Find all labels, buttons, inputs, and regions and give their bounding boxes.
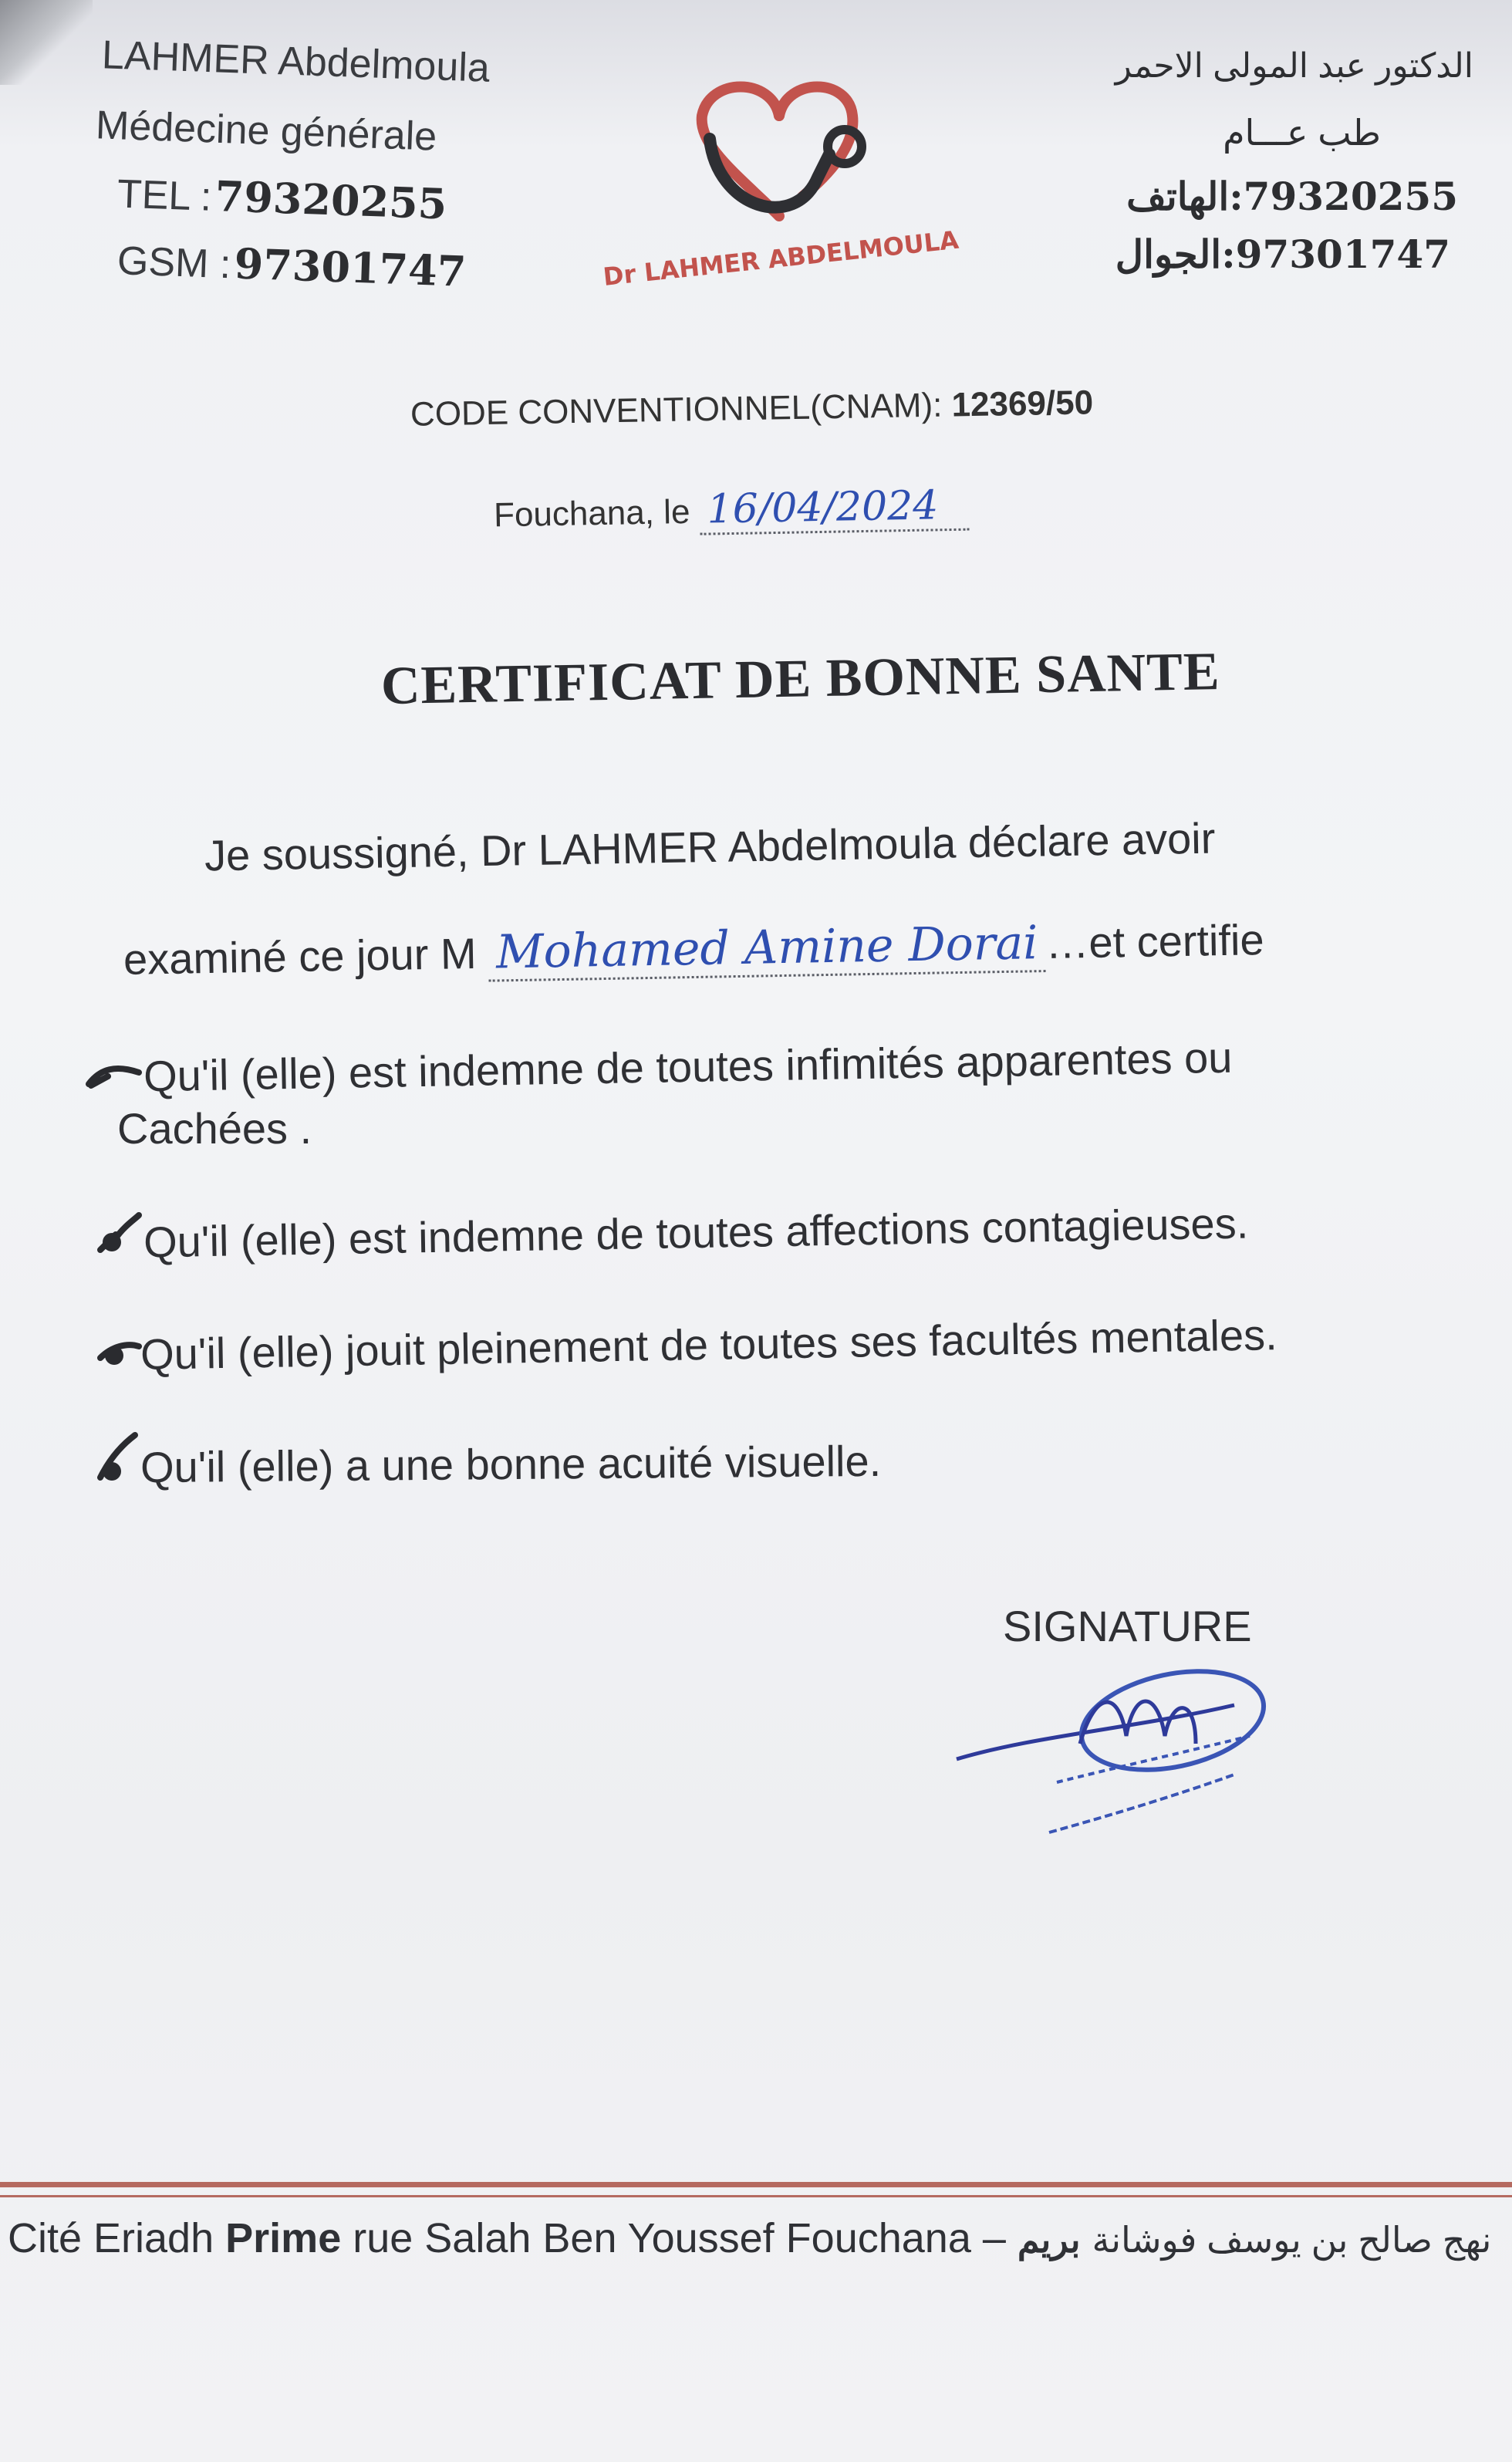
tel-number: 79320255 xyxy=(214,171,448,229)
intro-line-1: Je soussigné, Dr LAHMER Abdelmoula déclare avoir xyxy=(204,813,1216,880)
doctor-name: LAHMER Abdelmoula xyxy=(101,32,491,91)
certificate-title: CERTIFICAT DE BONNE SANTE xyxy=(380,642,1221,716)
gsm-number: 97301747 xyxy=(233,238,467,296)
code-label: CODE CONVENTIONNEL(CNAM): xyxy=(410,386,943,434)
arabic-specialty: طب عـــام xyxy=(1223,113,1381,153)
statement-1-line-1: Qu'il (elle) est indemne de toutes infimités apparentes ou xyxy=(143,1032,1233,1101)
page-corner-curl xyxy=(0,0,93,85)
statement-2: Qu'il (elle) est indemne de toutes affections contagieuses. xyxy=(143,1198,1249,1267)
gsm-label: GSM : xyxy=(116,238,232,288)
arabic-gsm-value: 97301747:الجوال xyxy=(1115,231,1450,277)
address-arabic: نهج صالح بن يوسف فوشانة xyxy=(1092,2220,1492,2260)
doctor-specialty: Médecine générale xyxy=(95,103,438,160)
stethoscope-heart-logo-icon xyxy=(679,62,879,247)
intro-prefix: examiné ce jour M xyxy=(123,928,478,984)
footer-address xyxy=(8,2214,1491,2262)
signature-stamp-icon xyxy=(941,1659,1296,1890)
footer-rule-bottom xyxy=(0,2195,1512,2197)
address-part-1: Cité Eriadh xyxy=(8,2215,226,2261)
patient-name-handwritten: Mohamed Amine Dorai xyxy=(488,916,1046,982)
arabic-gsm xyxy=(1115,231,1450,277)
footer-rule-top xyxy=(0,2182,1512,2187)
address-part-2: rue Salah Ben Youssef Fouchana – xyxy=(341,2215,1006,2261)
statement-1-line-2: Cachées . xyxy=(117,1104,312,1153)
check-mark-icon xyxy=(85,1053,147,1099)
handwritten-date: 16/04/2024 xyxy=(699,482,970,535)
address-arabic-bold: بريم xyxy=(1017,2220,1081,2260)
arabic-tel xyxy=(1126,174,1458,219)
statement-3: Qu'il (elle) jouit pleinement de toutes ses facultés mentales. xyxy=(140,1310,1278,1379)
code-value: 12369/50 xyxy=(951,383,1094,424)
address-bold: Prime xyxy=(225,2215,342,2261)
intro-suffix: …et certifie xyxy=(1045,915,1265,968)
place-label: Fouchana, le xyxy=(493,492,690,535)
statement-4: Qu'il (elle) a une bonne acuité visuelle. xyxy=(140,1436,882,1492)
place-date-line xyxy=(493,482,969,539)
signature-label: SIGNATURE xyxy=(1003,1602,1252,1650)
arabic-tel-value: 79320255:الهاتف xyxy=(1126,174,1458,219)
tel-label: TEL : xyxy=(116,171,213,220)
logo-text: Dr LAHMER ABDELMOULA xyxy=(602,225,960,292)
arabic-doctor-name: الدكتور عبد المولى الاحمر xyxy=(1115,47,1473,85)
